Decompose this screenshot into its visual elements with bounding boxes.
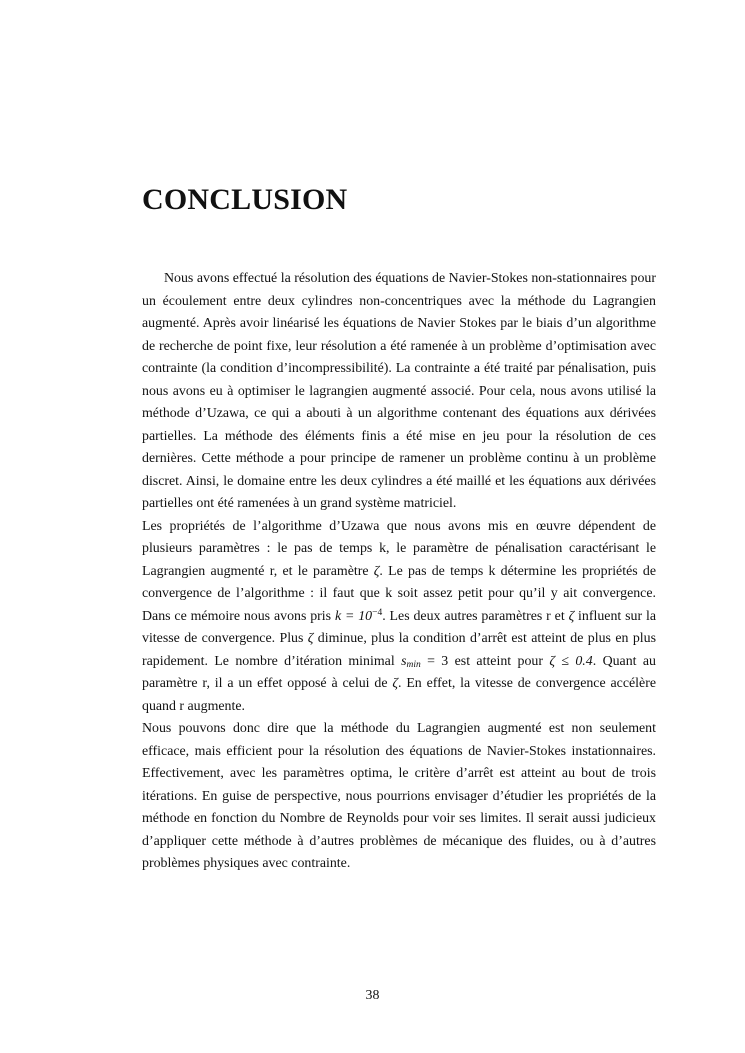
zeta-symbol: ζ bbox=[373, 563, 380, 579]
page-number: 38 bbox=[365, 988, 380, 1003]
paragraph-2 bbox=[142, 516, 656, 719]
body-text bbox=[142, 268, 656, 876]
paragraph-3: Nous pouvons donc dire que la méthode du Lagrangien augmenté est non seulement efficace, mais efficient pour la résolution des équations de Navier-Stokes instationnaires. Effectivement, avec les paramètres optima, le critère d’arrêt est atteint au bout de trois itérations. En guise de perspective, nous pourrions envisager d’étudier les propriétés de la méthode en fonction du Nombre de Reynolds pour voir ses limites. Il serait aussi judicieux d’appliquer cette méthode à d’autres problèmes de mécanique des fluides, ou à d’autres problèmes physiques avec contrainte. bbox=[142, 721, 656, 871]
paragraph-1: Nous avons effectué la résolution des équations de Navier-Stokes non-stationnaires pour un écoulement entre deux cylindres non-concentriques avec la méthode du Lagrangien augmenté. Après avoir linéarisé les équations de Navier Stokes par le biais d’un algorithme de recherche de point fixe, leur résolution a été ramenée à un problème d’optimisation avec contrainte (la condition d’incompressibilité). La contrainte a été traité par pénalisation, puis nous avons eu à optimiser le lagrangien augmenté associé. Pour cela, nous avons utilisé la méthode d’Uzawa, ce qui a abouti à un algorithme contenant des équations aux dérivées partielles. La méthode des éléments finis a été mise en jeu pour la résolution de ces dernières. Cette méthode a pour principe de ramener un problème continu à un problème discret. Ainsi, le domaine entre les deux cylindres a été maillé et les équations aux dérivées partielles ont été ramenées à un grand système matriciel. bbox=[142, 271, 656, 511]
p2-text-5: diminue, plus la condition d’arrêt est atteint de plus en plus rapidement. Le nombre d’itération minimal bbox=[142, 631, 656, 669]
k-exponent: −4 bbox=[372, 607, 383, 618]
p2-text-4: influent sur la vitesse de convergence. Plus bbox=[142, 608, 656, 646]
s-min-subscript: min bbox=[406, 659, 421, 670]
zeta-symbol: ζ bbox=[568, 608, 575, 624]
p2-text-2: . Le pas de temps k détermine les propriétés de convergence de l’algorithme : il faut que k soit assez petit pour qu’il y ait convergence. Dans ce mémoire nous avons pris bbox=[142, 563, 656, 624]
chapter-title: CONCLUSION bbox=[142, 183, 348, 216]
zeta-symbol: ζ bbox=[307, 631, 314, 646]
s-min-symbol: s bbox=[401, 653, 407, 669]
p2-text-3: . Les deux autres paramètres r et bbox=[382, 608, 569, 624]
p2-text-7: . Quant au paramètre r, il a un effet opposé à celui de bbox=[142, 653, 656, 691]
p2-text-8: . En effet, la vitesse de convergence accélère quand r augmente. bbox=[142, 676, 656, 714]
p2-text-1: Les propriétés de l’algorithme d’Uzawa que nous avons mis en œuvre dépendent de plusieurs paramètres : le pas de temps k, le paramètre de pénalisation caractérisant le Lagrangien augmenté r, et le paramètre bbox=[142, 518, 656, 579]
zeta-inequality: ζ ≤ 0.4 bbox=[549, 653, 593, 669]
zeta-symbol: ζ bbox=[392, 676, 398, 691]
k-expression: k = 10 bbox=[334, 608, 373, 624]
p2-text-6: est atteint pour bbox=[448, 653, 550, 669]
s-min-value: = 3 bbox=[420, 653, 449, 669]
